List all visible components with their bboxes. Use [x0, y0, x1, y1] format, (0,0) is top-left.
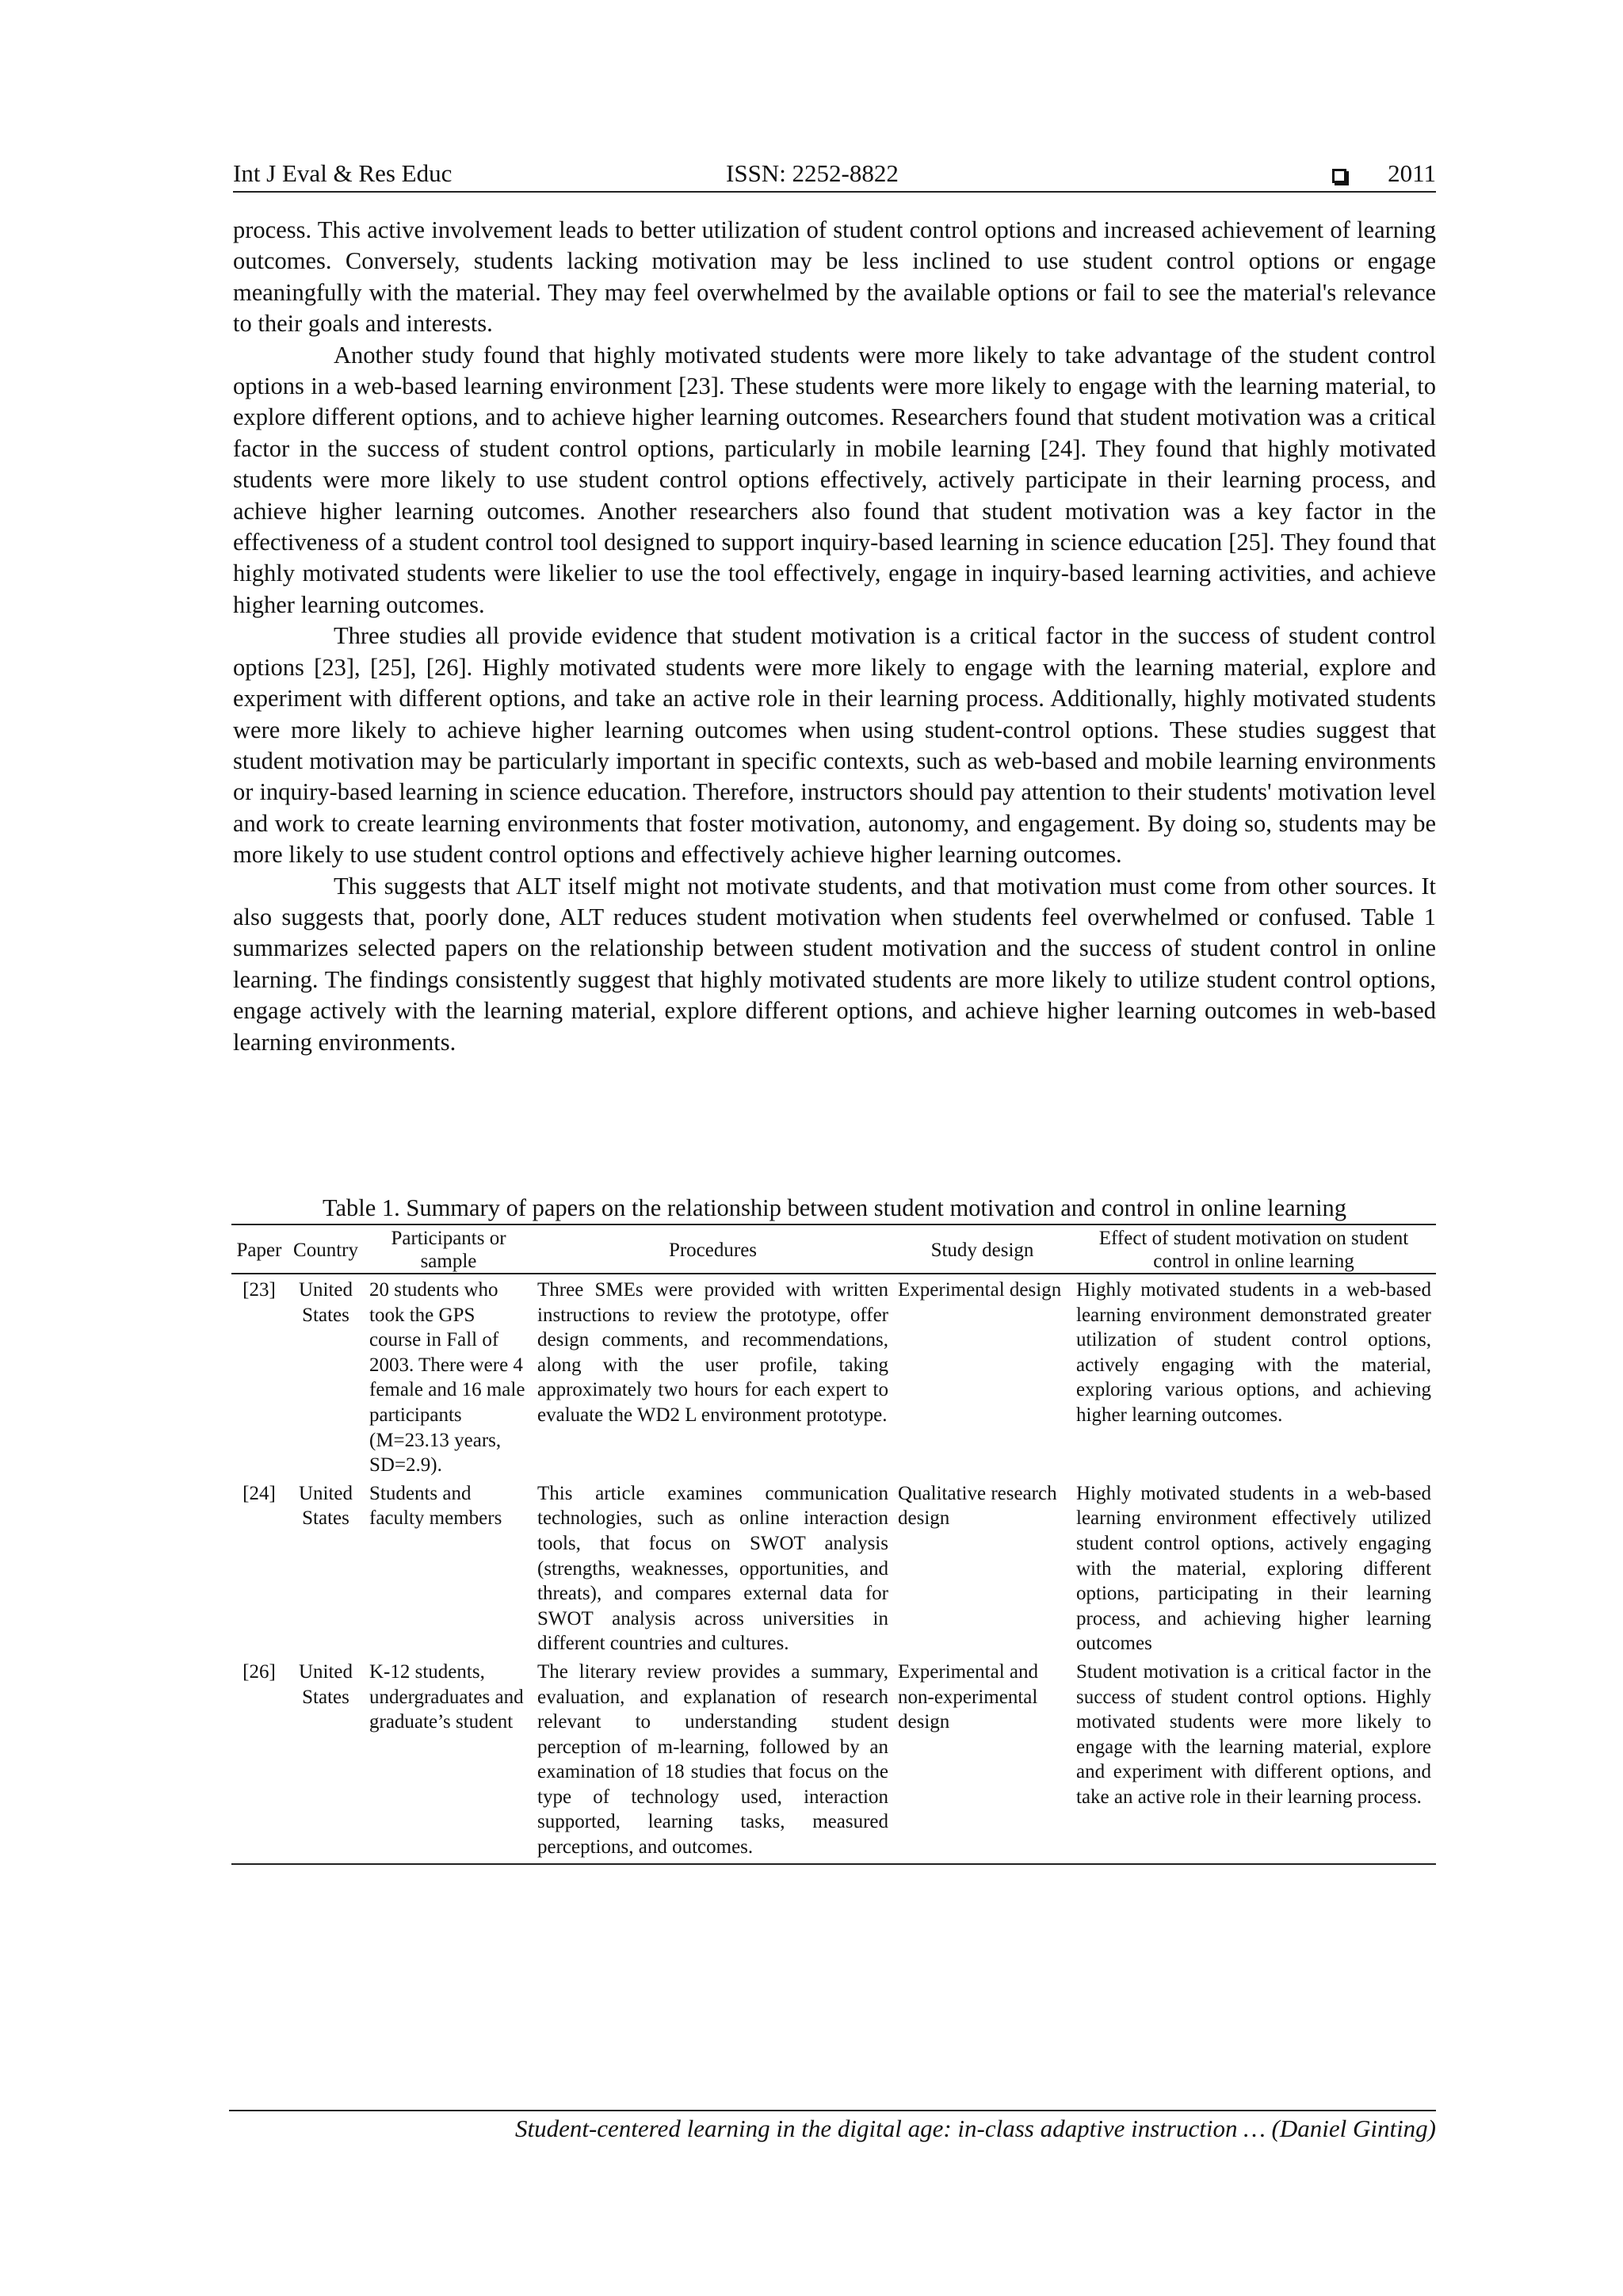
paragraph-3: Three studies all provide evidence that student motivation is a critical factor in the success of student control options [23], [25], [26]. Highly motivated students were more likely to engage with the learning material, explore and experiment with different options, and take an active role in their learning process. Additionally, highly motivated students were more likely to achieve higher learning outcomes when using student-control options. These studies suggest that student motivation may be particularly important in specific contexts, such as web-based and mobile learning environments or inquiry-based learning in science education. Therefore, instructors should pay attention to their students' motivation level and work to create learning environments that foster motivation, autonomy, and engagement. By doing so, students may be more likely to use student control options and effectively achieve higher learning outcomes.	[233, 622, 1436, 869]
square-bullet-icon	[1332, 169, 1346, 183]
cell-participants: K-12 students, undergraduates and graduate’s student	[365, 1656, 533, 1864]
running-footer: Student-centered learning in the digital age: in-class adaptive instruction … (Daniel Ginting)	[514, 2115, 1436, 2142]
cell-paper: [23]	[242, 1279, 276, 1301]
table-row	[231, 1274, 1436, 1478]
cell-effect: Highly motivated students in a web-based learning environment effectively utilized student control options, actively engaging with the material, exploring different options, participating in their learning process, and achieving higher learning outcomes	[1076, 1482, 1431, 1655]
table-header-row	[231, 1224, 1436, 1274]
table-row	[231, 1656, 1436, 1864]
paragraph-4: This suggests that ALT itself might not motivate students, and that motivation must come from other sources. It also suggests that, poorly done, ALT reduces student motivation when students feel overwhelmed or confused. Table 1 summarizes selected papers on the relationship between student motivation and the success of student control in online learning. The findings consistently suggest that highly motivated students are more likely to utilize student control options, engage actively with the learning material, explore different options, and achieve higher learning outcomes in web-based learning environments.	[233, 872, 1436, 1056]
header-study-design: Study design	[893, 1224, 1071, 1274]
paragraph-1: process. This active involvement leads to better utilization of student control options and increased achievement of learning outcomes. Conversely, students lacking motivation may be less inclined to use student control options or engage meaningfully with the material. They may feel overwhelmed by the available options or fail to see the material's relevance to their goals and interests.	[233, 216, 1436, 338]
cell-study-design: Experimental design	[898, 1279, 1062, 1301]
journal-name: Int J Eval & Res Educ	[233, 159, 453, 187]
body-text	[233, 215, 1436, 1058]
table-row	[231, 1478, 1436, 1656]
cell-country: United States	[298, 1279, 353, 1326]
cell-participants: Students and faculty members	[369, 1482, 502, 1530]
cell-paper: [24]	[242, 1482, 276, 1504]
table-caption: Table 1. Summary of papers on the relationship between student motivation and control in online learning	[322, 1194, 1347, 1221]
cell-effect: Student motivation is a critical factor in the success of student control options. Highly motivated students were more likely to engage with the learning material, explore and experiment with different options, and take an active role in their learning process.	[1071, 1656, 1436, 1864]
cell-study-design: Experimental and non-experimental design	[893, 1656, 1071, 1864]
header-procedures: Procedures	[533, 1224, 893, 1274]
summary-table	[231, 1224, 1436, 1865]
cell-procedures: The literary review provides a summary, evaluation, and explanation of research relevant to understanding student perception of m-learning, followed by an examination of 18 studies that focus on the type of technology used, interaction supported, learning tasks, measured perceptions, and outcomes.	[533, 1656, 893, 1864]
header-effect: Effect of student motivation on student control in online learning	[1071, 1224, 1436, 1274]
header-paper: Paper	[231, 1224, 287, 1274]
cell-procedures: Three SMEs were provided with written instructions to review the prototype, offer design comments, and recommendations, along with the user profile, taking approximately two hours for each expert to evaluate the WD2 L environment prototype.	[537, 1279, 888, 1426]
cell-procedures: This article examines communication technologies, such as online interaction tools, that focus on SWOT analysis (strengths, weaknesses, opportunities, and threats), and compares external data for SWOT analysis across universities in different countries and cultures.	[537, 1482, 888, 1655]
cell-country: United States	[287, 1656, 365, 1864]
cell-effect: Highly motivated students in a web-based learning environment demonstrated greater utilization of student control options, actively engaging with the material, exploring various options, and achieving higher learning outcomes.	[1076, 1279, 1431, 1426]
header-participants: Participants or sample	[365, 1224, 533, 1274]
cell-country: United States	[298, 1482, 353, 1530]
paragraph-2: Another study found that highly motivated students were more likely to take advantage of the student control options in a web-based learning environment [23]. These students were more likely to engage with the learning material, to explore different options, and to achieve higher learning outcomes. Researchers found that student motivation was a critical factor in the success of student control options, particularly in mobile learning [24]. They found that highly motivated students were more likely to use student control options effectively, actively participate in their learning process, and achieve higher learning outcomes. Another researchers also found that student motivation was a key factor in the effectiveness of a student control tool designed to support inquiry-based learning in science education [25]. They found that highly motivated students were likelier to use the tool effectively, engage in inquiry-based learning activities, and achieve higher learning outcomes.	[233, 341, 1436, 618]
running-header	[233, 156, 1436, 193]
cell-study-design: Qualitative research design	[898, 1482, 1057, 1530]
header-right	[1332, 156, 1436, 191]
issn: ISSN: 2252-8822	[726, 159, 899, 187]
cell-paper: [26]	[231, 1656, 287, 1864]
header-country: Country	[287, 1224, 365, 1274]
cell-participants: 20 students who took the GPS course in Fall of 2003. There were 4 female and 16 male participants (M=23.13 years, SD=2.9).	[369, 1279, 525, 1477]
page-number: 2011	[1388, 159, 1436, 187]
